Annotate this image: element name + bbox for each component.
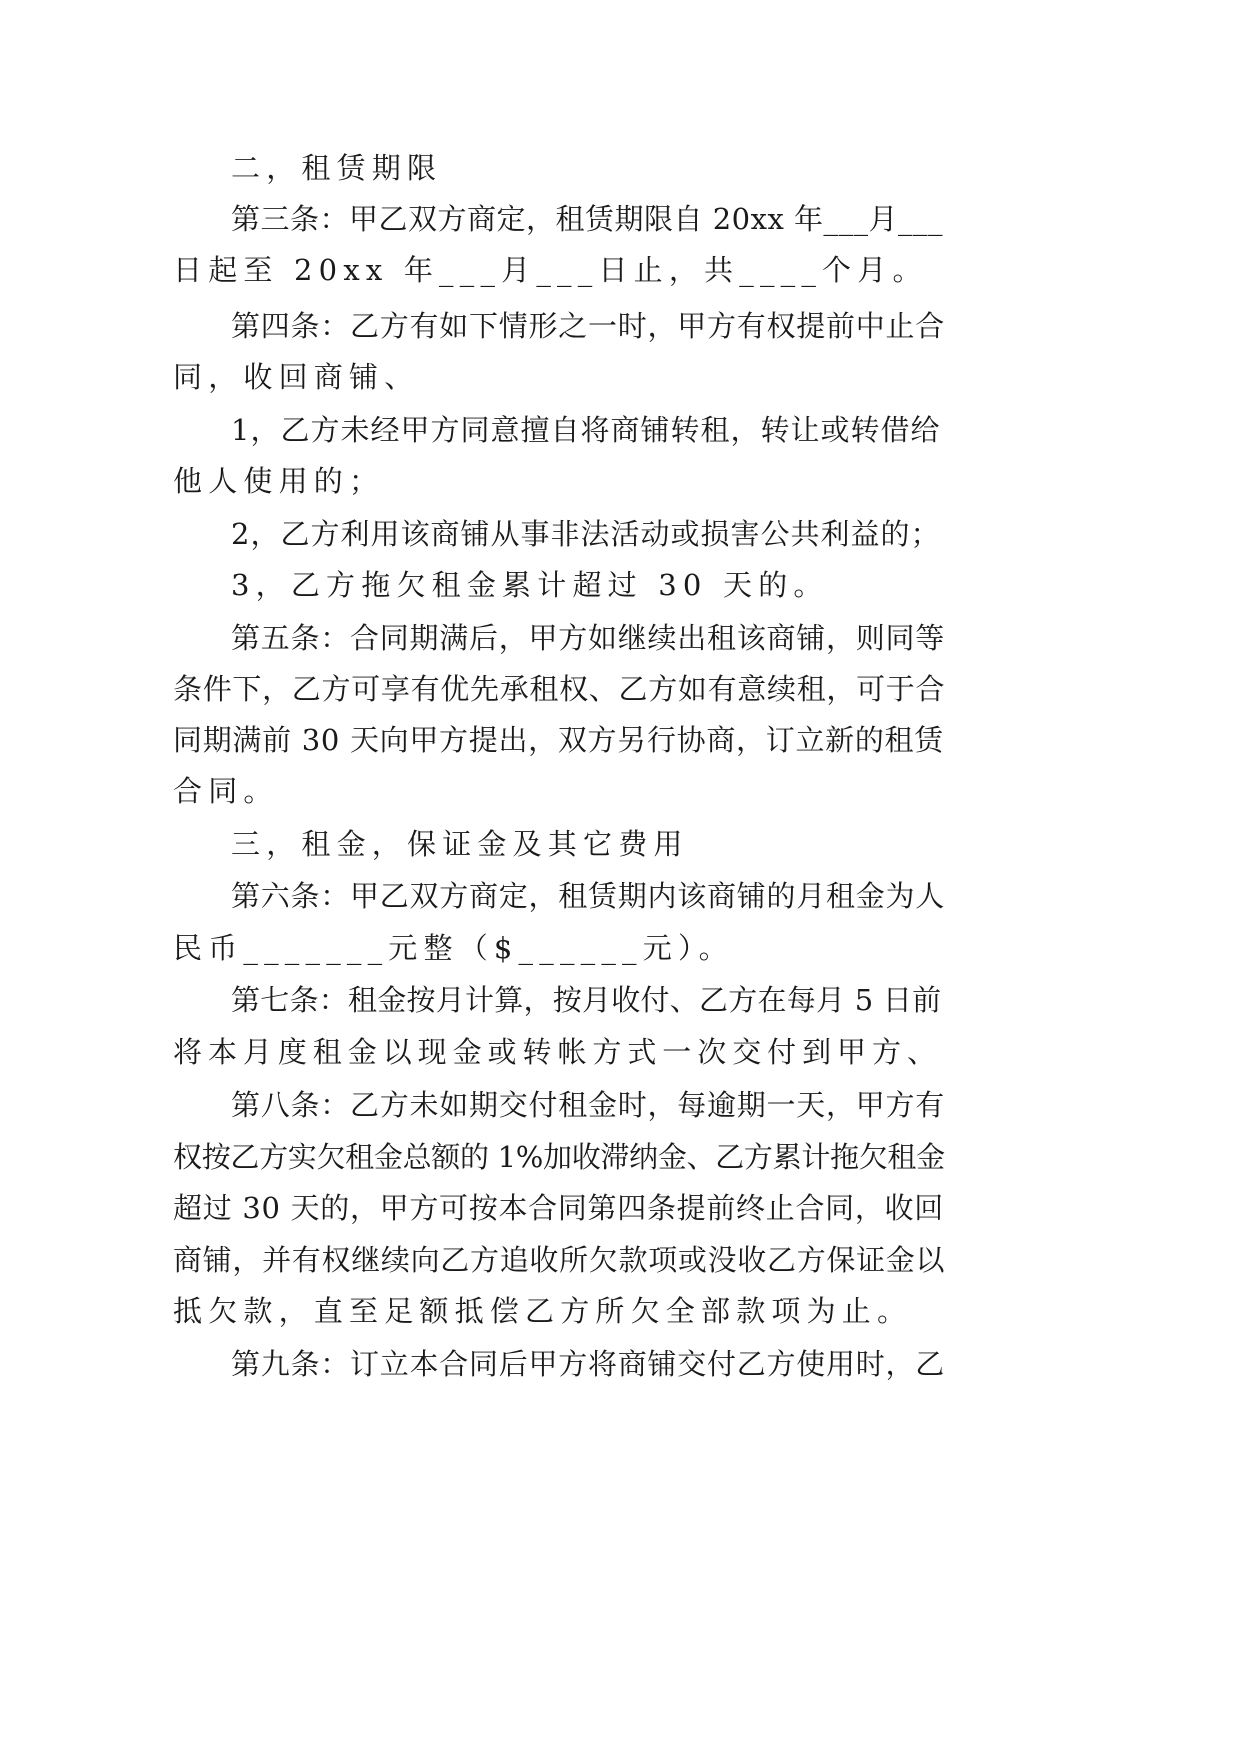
section-heading-rent: 三，租金，保证金及其它费用 [231, 827, 689, 861]
article-5-line-3: 同期满前 30 天向甲方提出，双方另行协商，订立新的租赁 [173, 723, 944, 757]
article-5-line-1: 第五条：合同期满后，甲方如继续出租该商铺，则同等 [231, 621, 946, 655]
section-heading-lease-term: 二，租赁期限 [231, 151, 443, 185]
article-6-line-1: 第六条：甲乙双方商定，租赁期内该商铺的月租金为人 [231, 879, 946, 913]
article-4-line-1: 第四条：乙方有如下情形之一时，甲方有权提前中止合 [231, 309, 946, 343]
article-3-line-2: 日起至 20xx 年___月___日止，共____个月。 [173, 253, 928, 287]
article-6-line-2: 民币_______元整（$______元）。 [173, 931, 734, 965]
article-8-line-3: 超过 30 天的，甲方可按本合同第四条提前终止合同，收回 [173, 1191, 944, 1225]
article-4-line-2: 同，收回商铺、 [173, 360, 420, 394]
article-7-line-2: 将本月度租金以现金或转帐方式一次交付到甲方、 [173, 1035, 942, 1069]
article-8-line-4: 商铺，并有权继续向乙方追收所欠款项或没收乙方保证金以 [173, 1243, 946, 1277]
article-8-line-2: 权按乙方实欠租金总额的 1%加收滞纳金、乙方累计拖欠租金 [173, 1140, 945, 1174]
article-8-line-1: 第八条：乙方未如期交付租金时，每逾期一天，甲方有 [231, 1088, 946, 1122]
clause-3: 3，乙方拖欠租金累计超过 30 天的。 [231, 568, 829, 602]
article-9-line-1: 第九条：订立本合同后甲方将商铺交付乙方使用时，乙 [231, 1347, 946, 1381]
article-5-line-2: 条件下，乙方可享有优先承租权、乙方如有意续租，可于合 [173, 672, 946, 706]
article-3-line-1: 第三条：甲乙双方商定，租赁期限自 20xx 年___月___ [231, 202, 944, 236]
article-8-line-5: 抵欠款，直至足额抵偿乙方所欠全部款项为止。 [173, 1294, 913, 1328]
article-5-line-4: 合同。 [173, 774, 279, 808]
clause-1-line-1: 1，乙方未经甲方同意擅自将商铺转租，转让或转借给 [231, 413, 941, 447]
clause-2: 2，乙方利用该商铺从事非法活动或损害公共利益的； [231, 517, 941, 551]
article-7-line-1: 第七条：租金按月计算，按月收付、乙方在每月 5 日前 [231, 983, 942, 1017]
clause-1-line-2: 他人使用的； [173, 464, 385, 498]
